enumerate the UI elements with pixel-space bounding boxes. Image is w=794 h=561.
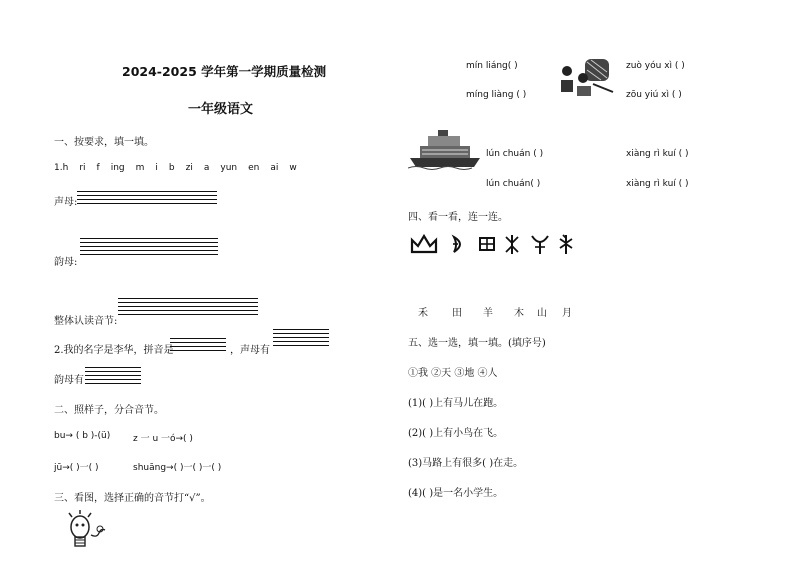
page-subtitle: 一年级语文 bbox=[188, 102, 254, 117]
letter-item: m bbox=[135, 163, 145, 173]
page-title: 2024-2025 学年第一学期质量检测 bbox=[122, 64, 327, 79]
letter-item: zi bbox=[185, 163, 193, 173]
q1-letters bbox=[54, 163, 297, 173]
letter-item: ing bbox=[110, 163, 125, 173]
section-4-heading: 四、看一看，连一连。 bbox=[408, 212, 508, 223]
char-tian[interactable]: 田 bbox=[452, 308, 462, 319]
option-min-liang[interactable]: mín liáng( ) bbox=[466, 61, 518, 71]
q2-shengmu-lines[interactable] bbox=[273, 329, 329, 349]
letter-item: yun bbox=[220, 163, 238, 173]
zhengti-label: 整体认读音节: bbox=[54, 316, 118, 327]
mountain-glyph-icon[interactable] bbox=[412, 236, 436, 252]
letter-item: h bbox=[62, 163, 69, 173]
ship-picture bbox=[408, 128, 482, 170]
q2-yunmu-lines[interactable] bbox=[85, 367, 141, 387]
split-shuang[interactable]: shuāng→( )一( )一( ) bbox=[133, 463, 222, 473]
letter-item: i bbox=[155, 163, 158, 173]
char-shan[interactable]: 山 bbox=[537, 308, 547, 319]
children-playing-picture bbox=[557, 56, 619, 98]
option-xiang-ri-kui-2[interactable]: xiàng rì kuí ( ) bbox=[626, 179, 689, 189]
char-yang[interactable]: 羊 bbox=[483, 308, 493, 319]
section-2-heading: 二、照样子，分合音节。 bbox=[54, 405, 164, 416]
letter-item: en bbox=[248, 163, 260, 173]
option-zou-yiu-xi[interactable]: zōu yiú xì ( ) bbox=[626, 90, 682, 100]
letter-item: ri bbox=[79, 163, 86, 173]
char-mu[interactable]: 木 bbox=[514, 308, 524, 319]
ancient-glyph-row bbox=[410, 232, 580, 256]
grain-glyph-icon[interactable] bbox=[560, 235, 572, 254]
section-3-heading: 三、看图，选择正确的音节打“√”。 bbox=[54, 493, 211, 504]
q2-text-a: 2.我的名字是李华，拼音是 bbox=[54, 345, 174, 356]
section-1-heading: 一、按要求，填一填。 bbox=[54, 137, 154, 148]
option-ming-liang[interactable]: míng liàng ( ) bbox=[466, 90, 527, 100]
answer-options: ①我 ②天 ③地 ④人 bbox=[408, 368, 498, 379]
zhengti-answer-lines[interactable] bbox=[118, 298, 258, 318]
shengmu-answer-lines[interactable] bbox=[77, 191, 217, 207]
sheep-glyph-icon[interactable] bbox=[532, 236, 548, 254]
yunmu-label: 韵母: bbox=[54, 257, 78, 268]
field-glyph-icon[interactable] bbox=[480, 238, 494, 250]
letter-item: f bbox=[96, 163, 100, 173]
fill-question-4[interactable]: (4)( )是一名小学生。 bbox=[408, 488, 504, 499]
letter-item: b bbox=[168, 163, 175, 173]
example-bu: bu→ ( b )-(ü) bbox=[54, 431, 111, 441]
q2-text-c: 韵母有 bbox=[54, 375, 84, 386]
char-yue[interactable]: 月 bbox=[562, 308, 572, 319]
section-5-heading: 五、选一选，填一填。(填序号) bbox=[408, 338, 546, 349]
option-xiang-ri-kui-1[interactable]: xiàng rì kuí ( ) bbox=[626, 149, 689, 159]
fill-question-3[interactable]: (3)马路上有很多( )在走。 bbox=[408, 458, 524, 469]
letter-list bbox=[63, 163, 297, 173]
shengmu-label: 声母: bbox=[54, 197, 78, 208]
letter-item: a bbox=[203, 163, 210, 173]
option-lun-chuan-1[interactable]: lún chuán ( ) bbox=[486, 149, 544, 159]
split-ju[interactable]: jū→( )一( ) bbox=[54, 463, 99, 473]
wood-glyph-icon[interactable] bbox=[506, 235, 518, 254]
fill-question-2[interactable]: (2)( )上有小鸟在飞。 bbox=[408, 428, 504, 439]
split-zuo[interactable]: z 一 u 一ó→( ) bbox=[133, 434, 193, 444]
char-he[interactable]: 禾 bbox=[418, 308, 428, 319]
moon-glyph-icon[interactable] bbox=[453, 237, 460, 252]
q2-text-b: ，声母有 bbox=[230, 345, 270, 356]
option-zuo-you-xi[interactable]: zuò yóu xì ( ) bbox=[626, 61, 685, 71]
fill-question-1[interactable]: (1)( )上有马儿在跑。 bbox=[408, 398, 504, 409]
option-lun-chuan-2[interactable]: lún chuán( ) bbox=[486, 179, 541, 189]
letter-item: ai bbox=[270, 163, 279, 173]
letter-item: w bbox=[289, 163, 297, 173]
light-bulb-picture bbox=[60, 505, 108, 555]
yunmu-answer-lines[interactable] bbox=[80, 238, 218, 258]
pinyin-answer-lines[interactable] bbox=[170, 338, 226, 354]
q1-prefix: 1. bbox=[54, 163, 63, 173]
